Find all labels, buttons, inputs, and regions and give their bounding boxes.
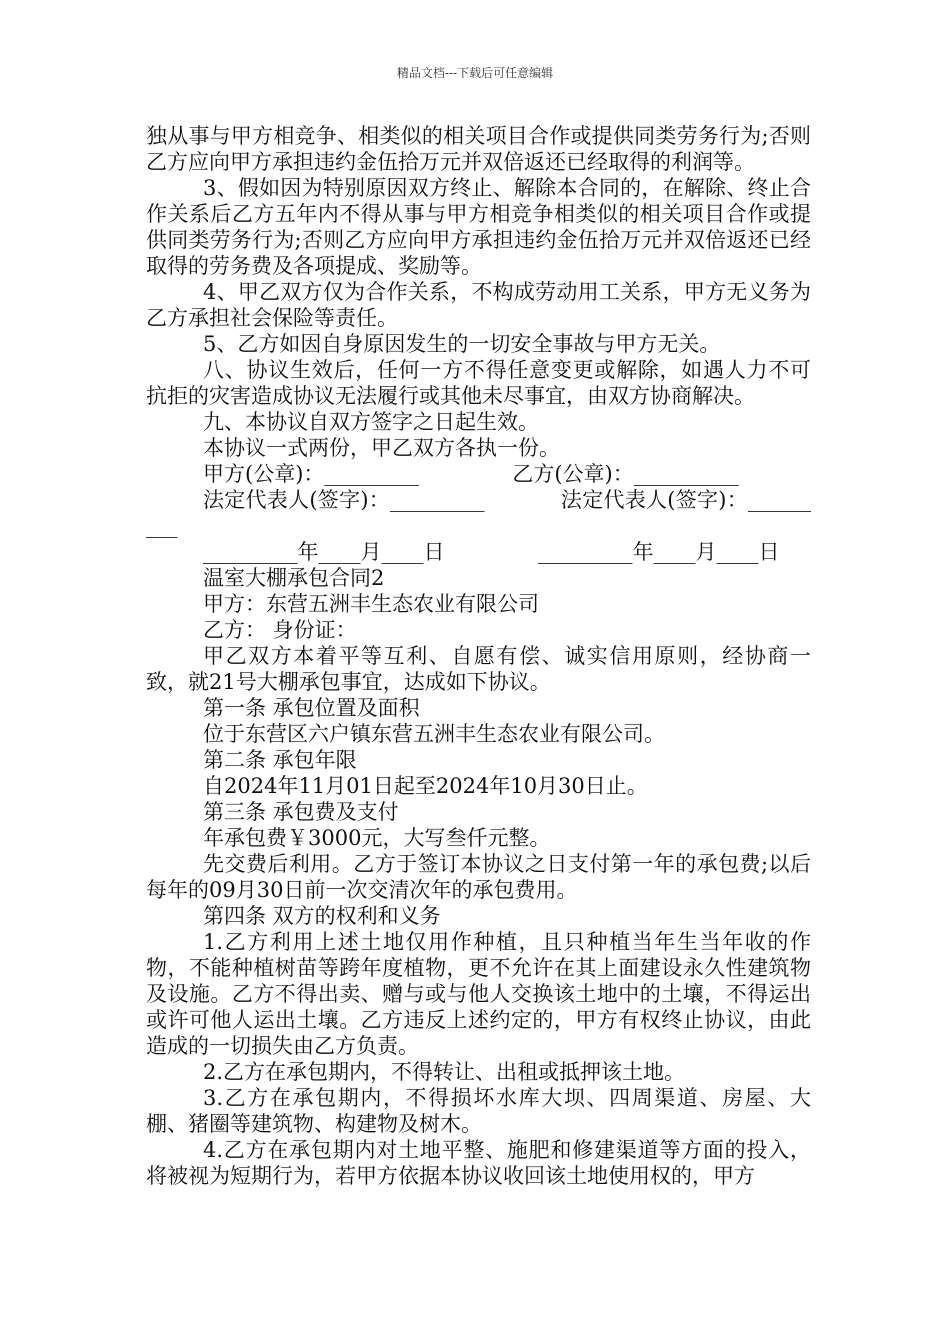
paragraph-6: 本协议一式两份，甲乙双方各执一份。 xyxy=(203,436,560,460)
document-body xyxy=(146,123,811,1189)
signature-date-line: _________年____月____日 _________年____月____日 xyxy=(203,540,780,564)
paragraph-0: 独从事与甲方相竞争、相类似的相关项目合作或提供同类劳务行为;否则乙方应向甲方承担违约金伍拾万元并双倍返还已经取得的利润等。 xyxy=(146,124,811,174)
paragraph-15: 位于东营区六户镇东营五洲丰生态农业有限公司。 xyxy=(203,722,665,746)
signature-representative-line: 法定代表人(签字)：_________ 法定代表人(签字)：_________ xyxy=(146,488,811,538)
paragraph-3: 5、乙方如因自身原因发生的一切安全事故与甲方无关。 xyxy=(203,332,721,356)
paragraph-2: 4、甲乙双方仅为合作关系，不构成劳动用工关系，甲方无义务为乙方承担社会保险等责任。 xyxy=(146,280,811,330)
paragraph-23: 2.乙方在承包期内，不得转让、出租或抵押该土地。 xyxy=(203,1060,686,1084)
paragraph-4: 八、协议生效后，任何一方不得任意变更或解除，如遇人力不可抗拒的灾害造成协议无法履行或其他未尽事宜，由双方协商解决。 xyxy=(146,358,811,408)
article-2-heading: 第二条 承包年限 xyxy=(203,748,357,772)
party-b: 乙方： 身份证： xyxy=(203,618,357,642)
page-header: 精品文档---下载后可任意编辑 xyxy=(396,66,554,80)
paragraph-25: 4.乙方在承包期内对土地平整、施肥和修建渠道等方面的投入，将被视为短期行为，若甲方依据本协议收回该土地使用权的，甲方 xyxy=(146,1138,811,1188)
paragraph-20: 先交费后利用。乙方于签订本协议之日支付第一年的承包费;以后每年的09月30日前一次交清次年的承包费用。 xyxy=(146,852,811,902)
signature-party-line: 甲方(公章)：_________ 乙方(公章)：__________ xyxy=(203,462,739,486)
paragraph-13: 甲乙双方本着平等互利、自愿有偿、诚实信用原则，经协商一致，就21号大棚承包事宜，达成如下协议。 xyxy=(146,644,811,694)
paragraph-22: 1.乙方利用上述土地仅用作种植，且只种植当年生当年收的作物，不能种植树苗等跨年度植物，更不允许在其上面建设永久性建筑物及设施。乙方不得出卖、赠与或与他人交换该土地中的土壤，不得运出或许可他人运出土壤。乙方违反上述约定的，甲方有权终止协议，由此造成的一切损失由乙方负责。 xyxy=(146,930,811,1058)
party-a: 甲方：东营五洲丰生态农业有限公司 xyxy=(203,592,539,616)
article-3-heading: 第三条 承包费及支付 xyxy=(203,800,399,824)
paragraph-5: 九、本协议自双方签字之日起生效。 xyxy=(203,410,539,434)
contract-title: 温室大棚承包合同2 xyxy=(203,566,385,590)
article-1-heading: 第一条 承包位置及面积 xyxy=(203,696,420,720)
paragraph-1: 3、假如因为特别原因双方终止、解除本合同的，在解除、终止合作关系后乙方五年内不得从事与甲方相竞争相类似的相关项目合作或提供同类劳务行为;否则乙方应向甲方承担违约金伍拾万元并双倍返还已经取得的劳务费及各项提成、奖励等。 xyxy=(146,176,811,278)
paragraph-17: 自2024年11月01日起至2024年10月30日止。 xyxy=(203,774,648,798)
article-4-heading: 第四条 双方的权利和义务 xyxy=(203,904,441,928)
paragraph-24: 3.乙方在承包期内，不得损坏水库大坝、四周渠道、房屋、大棚、猪圈等建筑物、构建物及树木。 xyxy=(146,1086,811,1136)
paragraph-19: 年承包费￥3000元，大写叁仟元整。 xyxy=(203,826,551,850)
